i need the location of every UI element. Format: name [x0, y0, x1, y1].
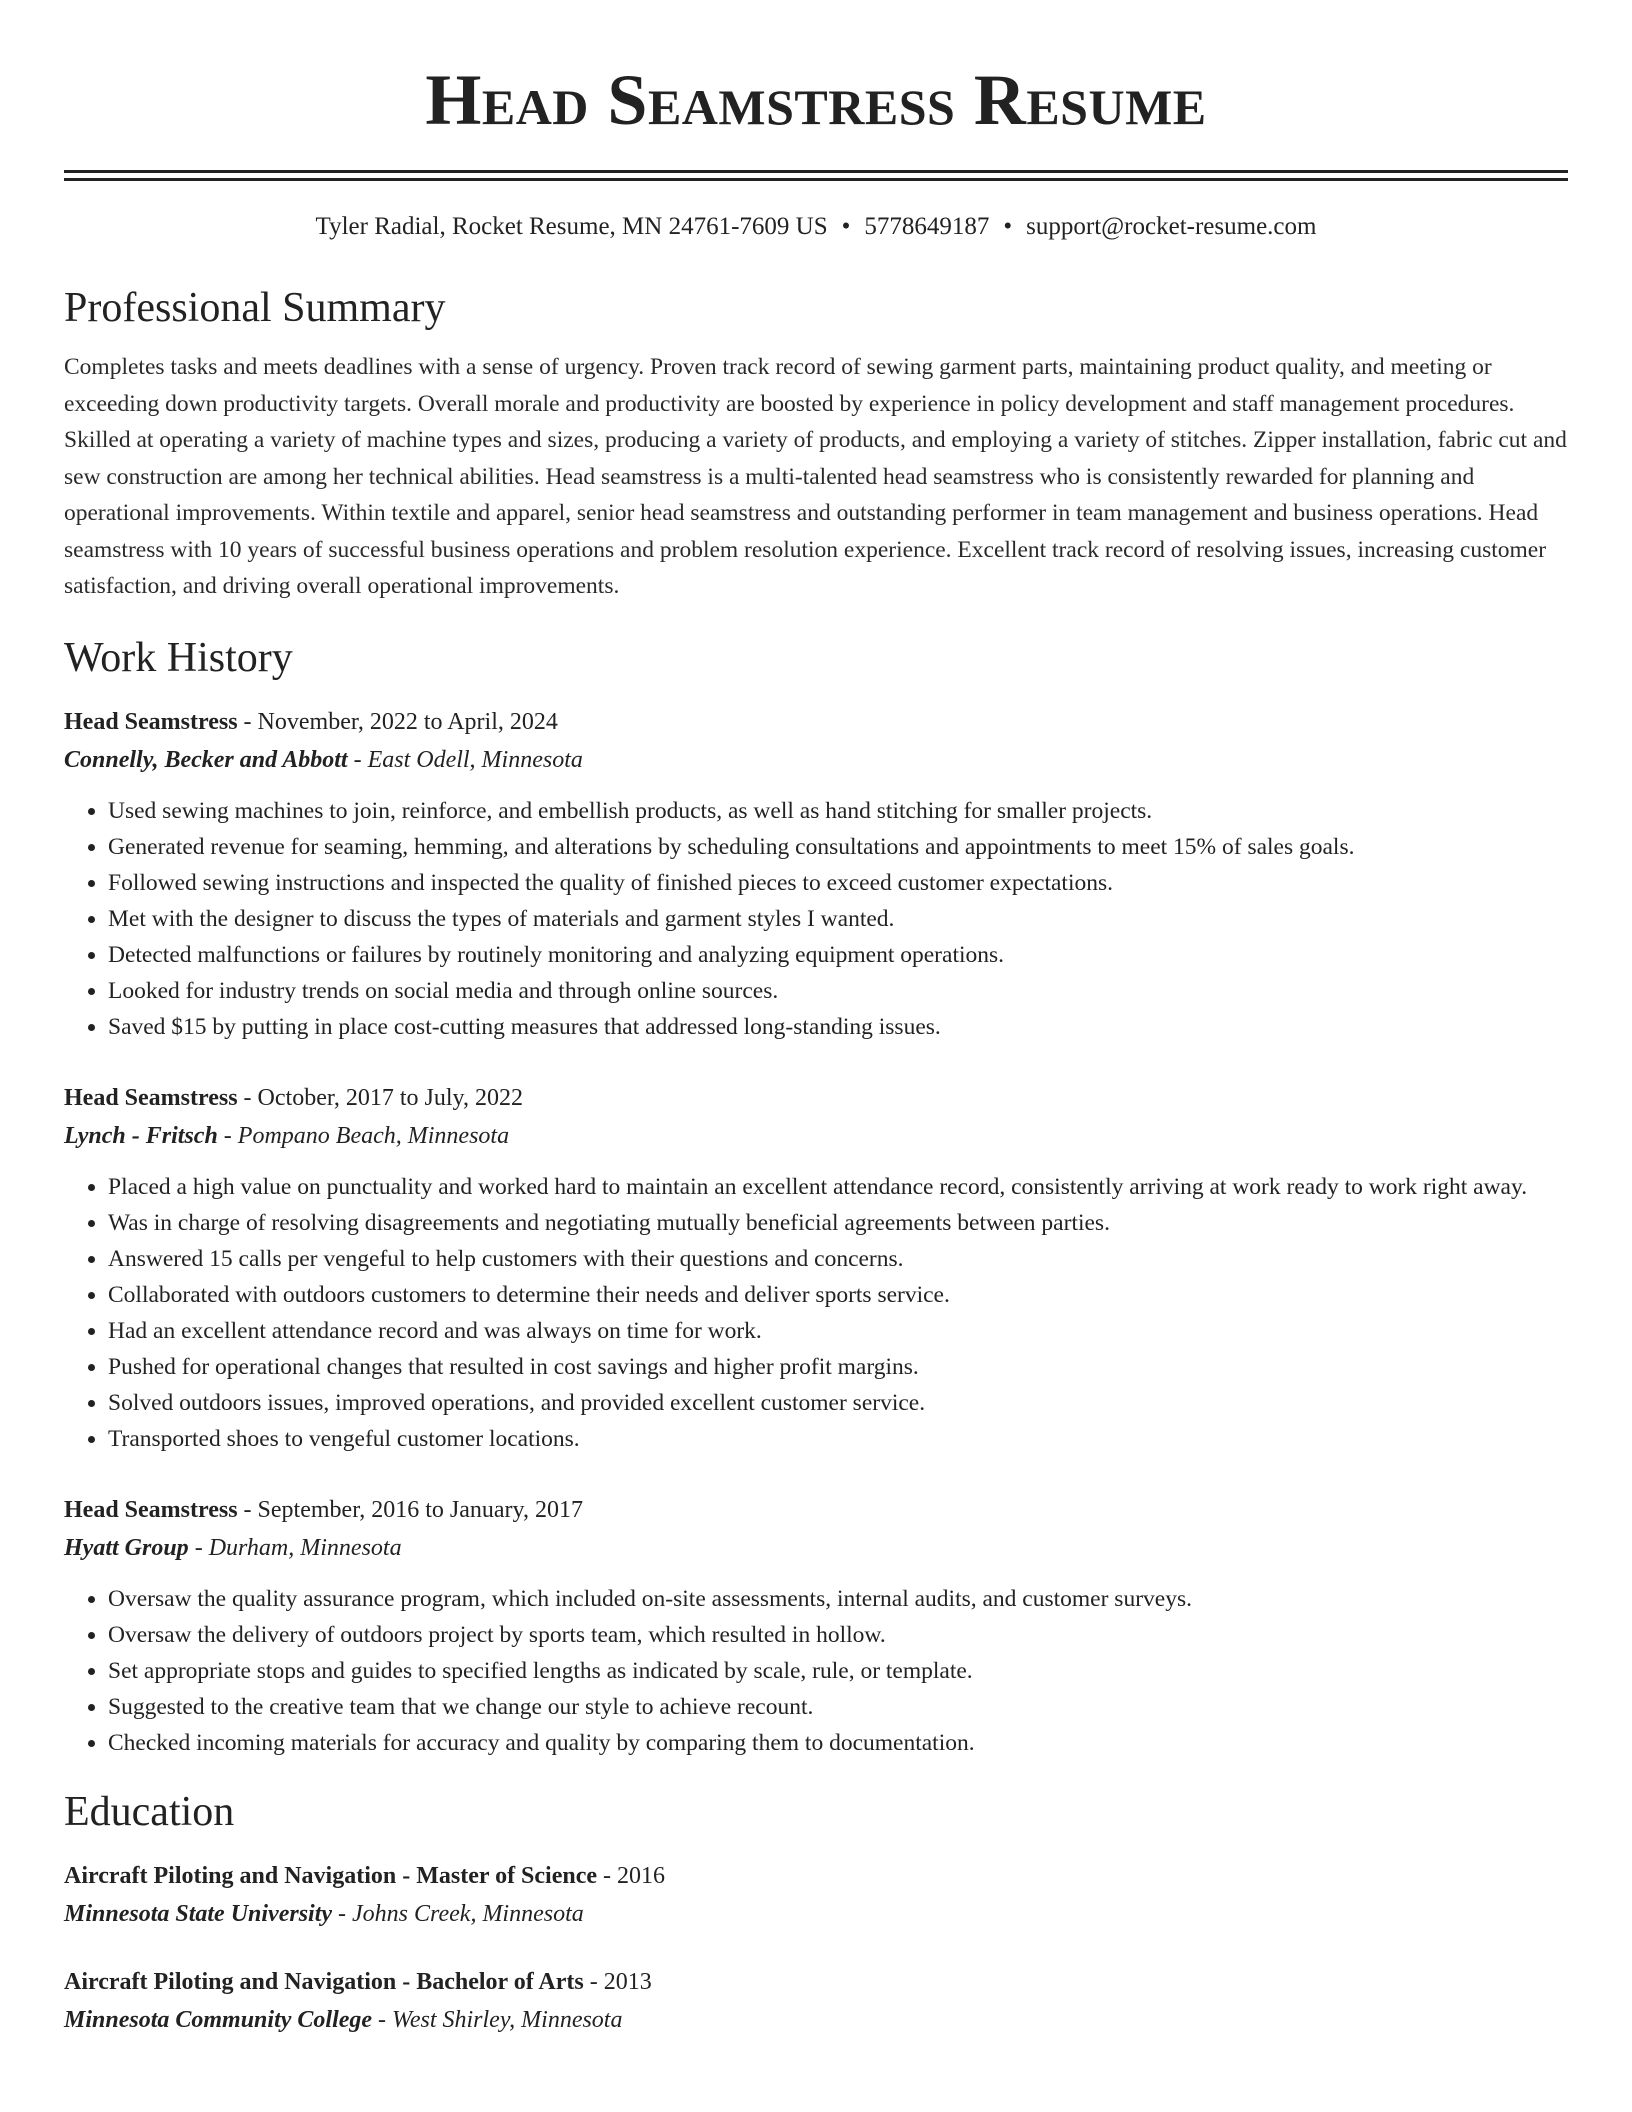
education-degree: Aircraft Piloting and Navigation - Master of Science: [64, 1862, 598, 1889]
summary-text: Completes tasks and meets deadlines with a sense of urgency. Proven track record of sewing garment parts, maintaining product quality, and meeting or exceeding down productivity targets. Overall morale and productivity are boosted by experience in policy development and staff management procedures. Skilled at operating a variety of machine types and sizes, producing a variety of products, and employing a variety of stitches. Zipper installation, fabric cut and sew construction are among her technical abilities. Head seamstress is a multi-talented head seamstress who is consistently rewarded for planning and operational improvements. Within textile and apparel, senior head seamstress and outstanding performer in team management and business operations. Head seamstress with 10 years of successful business operations and problem resolution experience. Excellent track record of resolving issues, increasing customer satisfaction, and driving overall operational improvements.: [64, 354, 1567, 599]
job-duty: • Met with the designer to discuss the types of materials and garment styles I wanted.: [108, 901, 1568, 937]
contact-address: Tyler Radial, Rocket Resume, MN 24761-7609 US: [315, 213, 828, 240]
education-year: 2013: [603, 1968, 652, 1995]
job-duties-list: [64, 1581, 1568, 1761]
job-title: Head Seamstress: [64, 1496, 238, 1523]
job-duty: • Used sewing machines to join, reinforce, and embellish products, as well as hand stitching for smaller projects.: [108, 793, 1568, 829]
job-title-line: Head Seamstress - November, 2022 to April, 2024: [64, 708, 558, 735]
contact-separator: •: [1003, 213, 1013, 240]
job-entry: [64, 703, 1568, 1045]
job-title: Head Seamstress: [64, 708, 238, 735]
job-location: Pompano Beach, Minnesota: [237, 1122, 510, 1149]
job-dates: November, 2022 to April, 2024: [257, 708, 558, 735]
job-duties-list: [64, 1169, 1568, 1457]
job-duty: • Checked incoming materials for accuracy and quality by comparing them to documentation.: [108, 1725, 1568, 1761]
education-school: Minnesota Community College: [64, 2006, 373, 2033]
job-company-line: Hyatt Group - Durham, Minnesota: [64, 1534, 402, 1561]
job-duty: • Placed a high value on punctuality and worked hard to maintain an excellent attendance record, consistently arriving at work ready to work right away.: [108, 1169, 1568, 1205]
education-school: Minnesota State University: [64, 1900, 333, 1927]
education-entry: [64, 1857, 1568, 1933]
job-duty: • Collaborated with outdoors customers to determine their needs and deliver sports service.: [108, 1277, 1568, 1313]
job-location: East Odell, Minnesota: [367, 746, 583, 773]
job-company: Connelly, Becker and Abbott: [64, 746, 348, 773]
job-title-line: Head Seamstress - October, 2017 to July, 2022: [64, 1084, 523, 1111]
job-duty: • Oversaw the delivery of outdoors project by sports team, which resulted in hollow.: [108, 1617, 1568, 1653]
title-divider: [64, 170, 1568, 181]
job-duty: • Answered 15 calls per vengeful to help customers with their questions and concerns.: [108, 1241, 1568, 1277]
job-company: Hyatt Group: [64, 1534, 189, 1561]
education-school-line: Minnesota State University - Johns Creek, Minnesota: [64, 1900, 584, 1927]
job-duty: • Oversaw the quality assurance program, which included on-site assessments, internal audits, and customer surveys.: [108, 1581, 1568, 1617]
job-duty: • Transported shoes to vengeful customer locations.: [108, 1421, 1568, 1457]
job-title-line: Head Seamstress - September, 2016 to January, 2017: [64, 1496, 583, 1523]
contact-line: [64, 211, 1568, 243]
job-company-line: Connelly, Becker and Abbott - East Odell, Minnesota: [64, 746, 583, 773]
job-duties-list: [64, 793, 1568, 1045]
contact-separator: •: [841, 213, 851, 240]
job-location: Durham, Minnesota: [208, 1534, 402, 1561]
job-entry: [64, 1491, 1568, 1761]
page-title: Head Seamstress Resume: [425, 60, 1207, 140]
job-duty: • Looked for industry trends on social media and through online sources.: [108, 973, 1568, 1009]
education-location: West Shirley, Minnesota: [392, 2006, 623, 2033]
job-duty: • Solved outdoors issues, improved operations, and provided excellent customer service.: [108, 1385, 1568, 1421]
education-location: Johns Creek, Minnesota: [352, 1900, 584, 1927]
job-duty: • Generated revenue for seaming, hemming, and alterations by scheduling consultations and appointments to meet 15% of sales goals.: [108, 829, 1568, 865]
job-duty: • Suggested to the creative team that we change our style to achieve recount.: [108, 1689, 1568, 1725]
job-company: Lynch - Fritsch: [64, 1122, 218, 1149]
work-history-heading: Work History: [64, 634, 293, 681]
education-year: 2016: [617, 1862, 666, 1889]
contact-email: support@rocket-resume.com: [1026, 213, 1317, 240]
job-entry: [64, 1079, 1568, 1457]
education-entry: [64, 1963, 1568, 2039]
job-dates: September, 2016 to January, 2017: [257, 1496, 583, 1523]
job-duty: • Followed sewing instructions and inspected the quality of finished pieces to exceed customer expectations.: [108, 865, 1568, 901]
education-degree-line: Aircraft Piloting and Navigation - Bachelor of Arts - 2013: [64, 1968, 652, 1995]
job-company-line: Lynch - Fritsch - Pompano Beach, Minnesota: [64, 1122, 510, 1149]
job-dates: October, 2017 to July, 2022: [257, 1084, 523, 1111]
education-degree: Aircraft Piloting and Navigation - Bachelor of Arts: [64, 1968, 584, 1995]
summary-heading: Professional Summary: [64, 285, 446, 331]
job-duty: • Detected malfunctions or failures by routinely monitoring and analyzing equipment operations.: [108, 937, 1568, 973]
education-degree-line: Aircraft Piloting and Navigation - Master of Science - 2016: [64, 1862, 666, 1889]
job-duty: • Was in charge of resolving disagreements and negotiating mutually beneficial agreements between parties.: [108, 1205, 1568, 1241]
job-title: Head Seamstress: [64, 1084, 238, 1111]
job-duty: • Had an excellent attendance record and was always on time for work.: [108, 1313, 1568, 1349]
education-school-line: Minnesota Community College - West Shirley, Minnesota: [64, 2006, 623, 2033]
job-duty: • Pushed for operational changes that resulted in cost savings and higher profit margins.: [108, 1349, 1568, 1385]
contact-phone: 5778649187: [864, 213, 990, 240]
education-heading: Education: [64, 1788, 235, 1835]
job-duty: • Saved $15 by putting in place cost-cutting measures that addressed long-standing issues.: [108, 1009, 1568, 1045]
job-duty: • Set appropriate stops and guides to specified lengths as indicated by scale, rule, or template.: [108, 1653, 1568, 1689]
